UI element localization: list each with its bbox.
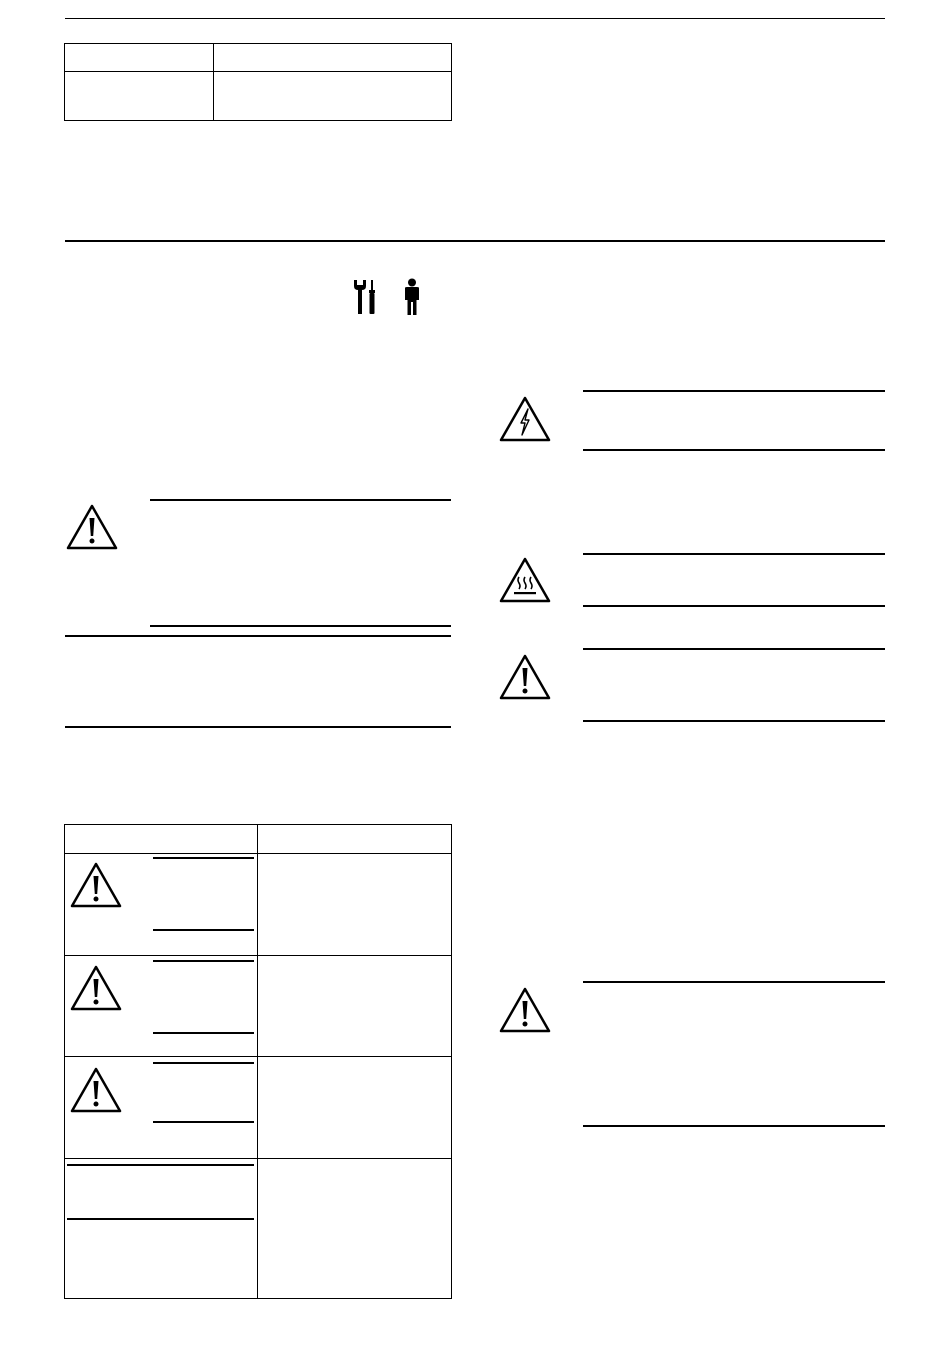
- hot-surface-warning-icon: [498, 556, 552, 604]
- table-warning-icon-1: [69, 861, 123, 909]
- warning-box-top-rule: [150, 499, 451, 501]
- table-warning-icon-3: [69, 1066, 123, 1114]
- warning-table-column-divider: [257, 824, 258, 1299]
- table-row-4-bottom-rule: [67, 1218, 254, 1220]
- warning-table-row-divider-3: [64, 1158, 452, 1159]
- note-box-bottom-rule: [65, 726, 451, 728]
- tools-icon: [352, 278, 378, 316]
- electric-shock-warning-icon: [498, 395, 552, 443]
- hot-warning-bottom-rule: [583, 605, 885, 607]
- table-row-3-top-rule: [153, 1062, 254, 1064]
- electric-warning-top-rule: [583, 390, 885, 392]
- table-row-4-top-rule: [67, 1164, 254, 1166]
- warning-triangle-icon-right-1: [498, 653, 552, 701]
- right-warning-2-top-rule: [583, 981, 885, 983]
- top-table: [64, 43, 452, 121]
- top-table-column-divider: [213, 43, 214, 121]
- table-warning-icon-2: [69, 964, 123, 1012]
- right-warning-1-bottom-rule: [583, 720, 885, 722]
- table-row-2-bottom-rule: [153, 1032, 254, 1034]
- electric-warning-bottom-rule: [583, 449, 885, 451]
- hot-warning-top-rule: [583, 553, 885, 555]
- right-warning-2-bottom-rule: [583, 1125, 885, 1127]
- table-row-1-top-rule: [153, 857, 254, 859]
- person-icon: [402, 278, 422, 316]
- table-row-3-bottom-rule: [153, 1121, 254, 1123]
- warning-table-row-divider-1: [64, 955, 452, 956]
- warning-triangle-icon: [65, 503, 119, 551]
- warning-table-row-divider-2: [64, 1056, 452, 1057]
- warning-triangle-icon-right-2: [498, 986, 552, 1034]
- header-rule: [65, 18, 885, 19]
- section-rule: [65, 240, 885, 242]
- warning-table-header-divider: [64, 853, 452, 854]
- right-warning-1-top-rule: [583, 648, 885, 650]
- table-row-1-bottom-rule: [153, 929, 254, 931]
- note-box-top-rule: [65, 635, 451, 637]
- table-row-2-top-rule: [153, 960, 254, 962]
- top-table-header-divider: [64, 71, 452, 72]
- warning-box-bottom-rule: [150, 625, 451, 627]
